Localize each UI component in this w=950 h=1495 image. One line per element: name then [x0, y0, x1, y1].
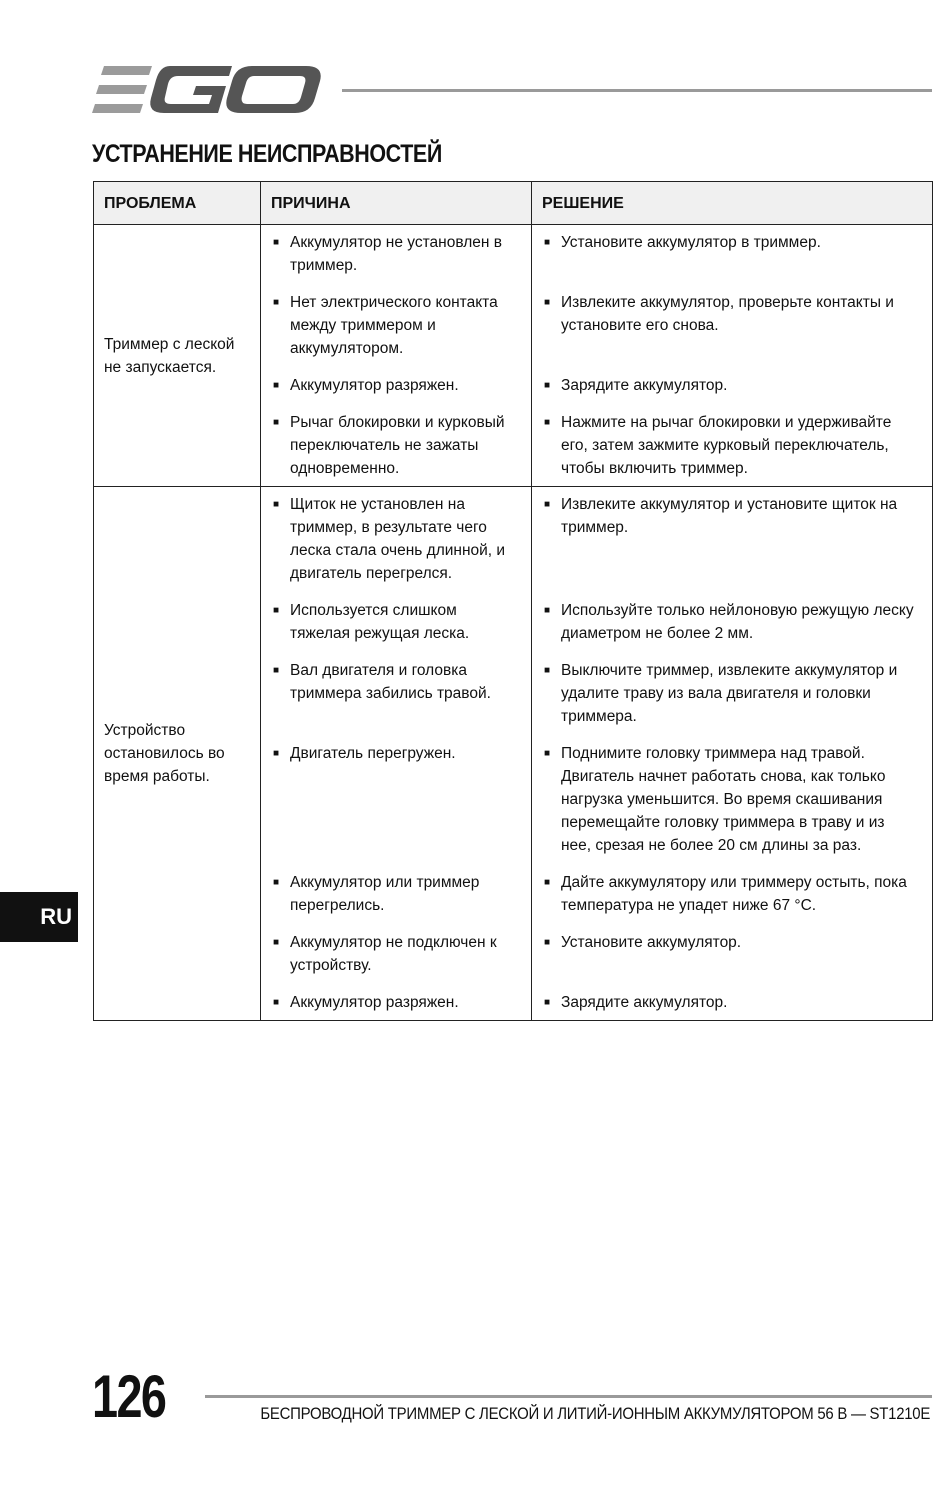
list-item: ■ Вал двигателя и головка триммера забились травой.	[273, 659, 517, 728]
list-item: ■ Аккумулятор не подключен к устройству.	[273, 931, 517, 977]
list-item: ■ Щиток не установлен на триммер, в результате чего леска стала очень длинной, и двигатель перегрелся.	[273, 493, 517, 585]
bullet-icon: ■	[544, 297, 551, 308]
page-number: 126	[92, 1363, 166, 1430]
bullet-icon: ■	[273, 380, 280, 391]
list-item: ■ Рычаг блокировки и курковый переключатель не зажаты одновременно.	[273, 411, 517, 480]
table-header-row	[94, 182, 933, 225]
header-cause: ПРИЧИНА	[261, 182, 532, 225]
list-item: ■ Используется слишком тяжелая режущая леска.	[273, 599, 517, 645]
list-item: ■ Используйте только нейлоновую режущую леску диаметром не более 2 мм.	[544, 599, 918, 645]
bullet-icon: ■	[273, 937, 280, 948]
bullet-icon: ■	[273, 237, 280, 248]
header-rule	[342, 89, 932, 92]
list-item: ■ Нажмите на рычаг блокировки и удерживайте его, затем зажмите курковый переключатель, чтобы включить триммер.	[544, 411, 918, 480]
footer-title: БЕСПРОВОДНОЙ ТРИММЕР С ЛЕСКОЙ И ЛИТИЙ-ИОННЫМ АККУМУЛЯТОРОМ 56 В — ST1210E	[260, 1404, 930, 1423]
bullet-icon: ■	[544, 997, 551, 1008]
bullet-icon: ■	[544, 937, 551, 948]
cause-cell	[261, 225, 532, 487]
list-item: ■ Установите аккумулятор в триммер.	[544, 231, 918, 277]
bullet-icon: ■	[273, 665, 280, 676]
solution-cell	[532, 225, 933, 487]
ego-logo	[92, 64, 322, 116]
bullet-icon: ■	[273, 499, 280, 510]
table-group-2	[94, 487, 933, 1021]
list-item: ■ Аккумулятор разряжен.	[273, 991, 517, 1014]
bullet-icon: ■	[544, 877, 551, 888]
list-item: ■ Поднимите головку триммера над травой. Двигатель начнет работать снова, как только нагрузка уменьшится. Во время скашивания перемещайте головку триммера в траву и из нее, срезая не более 20 см длины за раз.	[544, 742, 918, 857]
list-item: ■ Выключите триммер, извлеките аккумулятор и удалите траву из вала двигателя и головки триммера.	[544, 659, 918, 728]
list-item: ■ Установите аккумулятор.	[544, 931, 918, 977]
language-tab: RU	[0, 892, 78, 942]
bullet-icon: ■	[544, 380, 551, 391]
bullet-icon: ■	[544, 605, 551, 616]
bullet-icon: ■	[273, 297, 280, 308]
bullet-icon: ■	[273, 605, 280, 616]
list-item: ■ Дайте аккумулятору или триммеру остыть, пока температура не упадет ниже 67 °C.	[544, 871, 918, 917]
footer-rule	[205, 1395, 932, 1398]
list-item: ■ Двигатель перегружен.	[273, 742, 517, 857]
list-item: ■ Нет электрического контакта между триммером и аккумулятором.	[273, 291, 517, 360]
header-solution: РЕШЕНИЕ	[532, 182, 933, 225]
bullet-icon: ■	[273, 877, 280, 888]
bullet-icon: ■	[273, 997, 280, 1008]
list-item: ■ Аккумулятор или триммер перегрелись.	[273, 871, 517, 917]
section-title: УСТРАНЕНИЕ НЕИСПРАВНОСТЕЙ	[92, 140, 442, 168]
bullet-icon: ■	[544, 499, 551, 510]
list-item: ■ Извлеките аккумулятор и установите щиток на триммер.	[544, 493, 918, 585]
list-item: ■ Аккумулятор разряжен.	[273, 374, 517, 397]
list-item: ■ Аккумулятор не установлен в триммер.	[273, 231, 517, 277]
solution-cell	[532, 487, 933, 1021]
list-item: ■ Зарядите аккумулятор.	[544, 991, 918, 1014]
bullet-icon: ■	[273, 417, 280, 428]
problem-cell: Устройство остановилось во время работы.	[94, 487, 261, 1021]
bullet-icon: ■	[544, 748, 551, 759]
bullet-icon: ■	[273, 748, 280, 759]
table-group-1	[94, 225, 933, 487]
list-item: ■ Извлеките аккумулятор, проверьте контакты и установите его снова.	[544, 291, 918, 360]
header-problem: ПРОБЛЕМА	[94, 182, 261, 225]
cause-cell	[261, 487, 532, 1021]
problem-cell: Триммер с леской не запускается.	[94, 225, 261, 487]
troubleshooting-table	[93, 181, 933, 1021]
bullet-icon: ■	[544, 665, 551, 676]
bullet-icon: ■	[544, 237, 551, 248]
bullet-icon: ■	[544, 417, 551, 428]
list-item: ■ Зарядите аккумулятор.	[544, 374, 918, 397]
